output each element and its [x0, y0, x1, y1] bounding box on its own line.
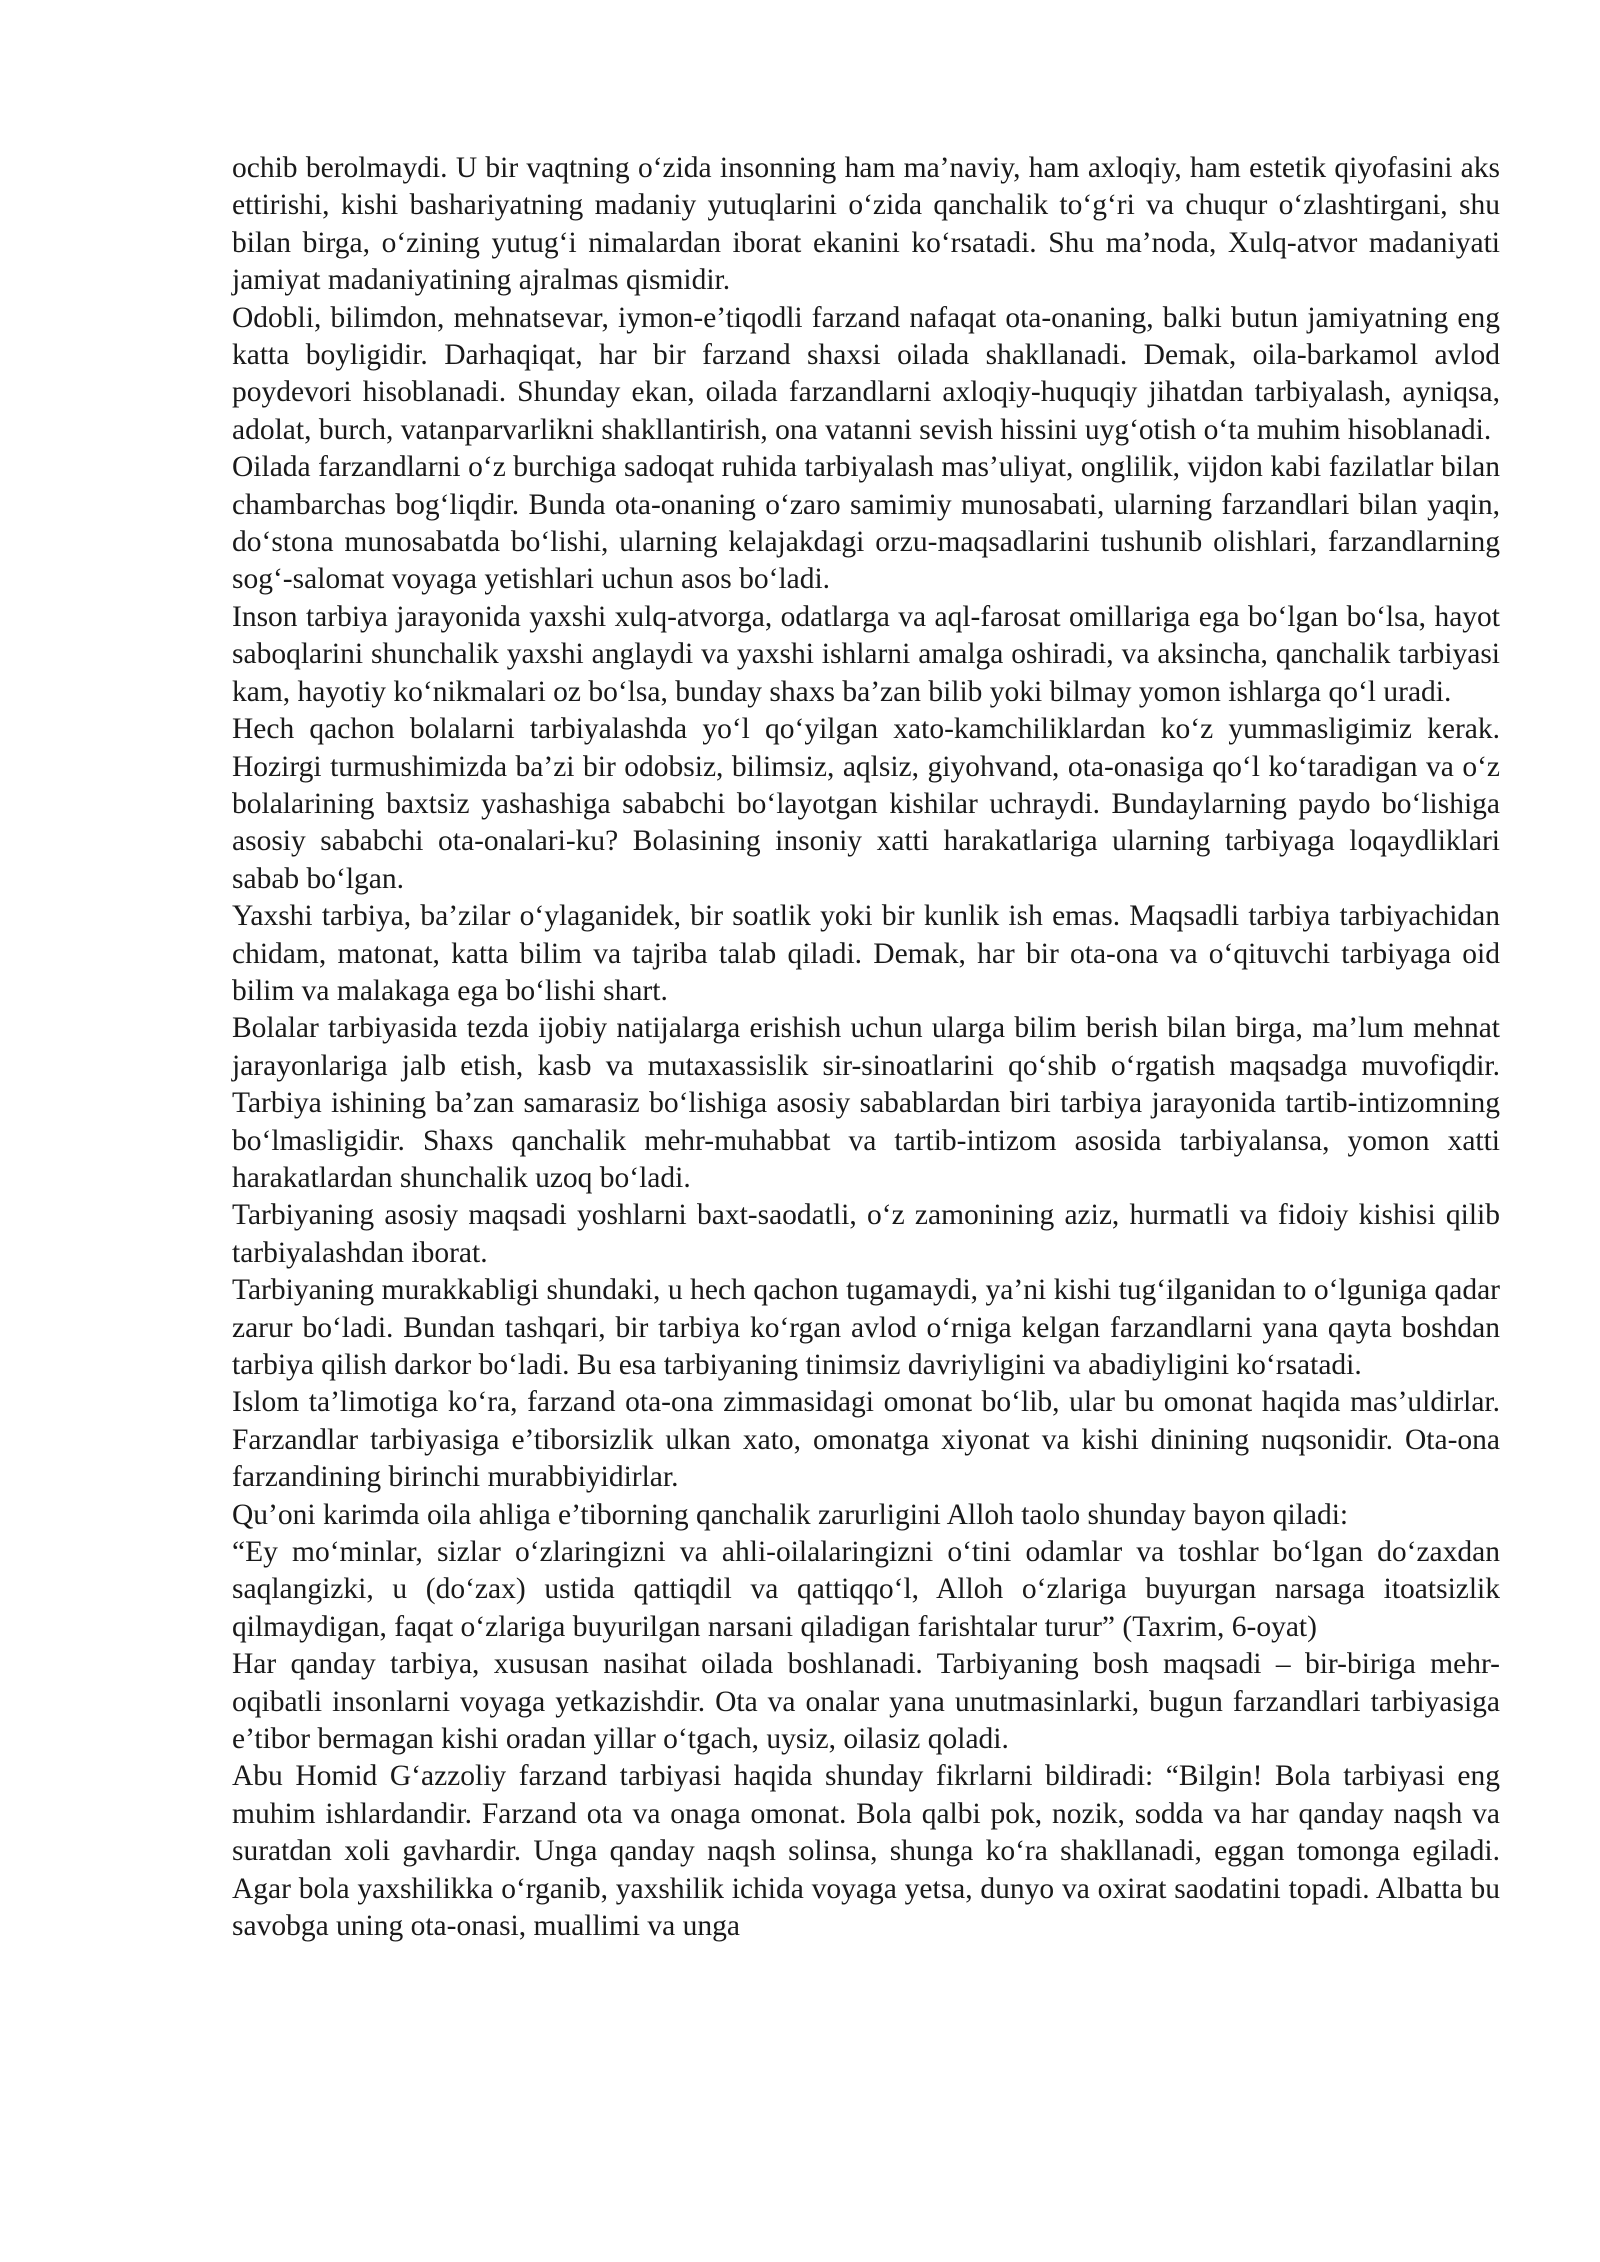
paragraph-11: Qu’oni karimda oila ahliga e’tiborning qanchalik zarurligini Alloh taolo shunday bayon qiladi: [232, 1498, 1349, 1531]
paragraph-13: Har qanday tarbiya, xususan nasihat oilada boshlanadi. Tarbiyaning bosh maqsadi – bir-biriga mehr-oqibatli insonlarni voyaga yetkazishdir. Ota va onalar yana unutmasinlarki, bugun farzandlari tarbiyasiga e’tibor bermagan kishi oradan yillar o‘tgach, uysiz, oilasiz qoladi. [232, 1648, 1500, 1756]
paragraph-9: Tarbiyaning murakkabligi shundaki, u hech qachon tugamaydi, ya’ni kishi tug‘ilganidan to o‘lguniga qadar zarur bo‘ladi. Bundan tashqari, bir tarbiya ko‘rgan avlod o‘rniga kelgan farzandlarni yana qayta boshdan tarbiya qilish darkor bo‘ladi. Bu esa tarbiyaning tinimsiz davriyligini va abadiyligini ko‘rsatadi. [232, 1274, 1500, 1381]
document-page [232, 150, 1500, 1946]
paragraph-8: Tarbiyaning asosiy maqsadi yoshlarni baxt-saodatli, o‘z zamonining aziz, hurmatli va fidoiy kishisi qilib tarbiyalashdan iborat. [232, 1199, 1500, 1269]
paragraph-1: ochib berolmaydi. U bir vaqtning o‘zida insonning ham ma’naviy, ham axloqiy, ham estetik qiyofasini aks ettirishi, kishi bashariyatning madaniy yutuqlarini o‘zida qanchalik to‘g‘ri va chuqur o‘zlashtirgani, shu bilan birga, o‘zining yutug‘i nimalardan iborat ekanini ko‘rsatadi. Shu ma’noda, Xulq-atvor madaniyati jamiyat madaniyatining ajralmas qismidir. [232, 152, 1500, 297]
paragraph-10: Islom ta’limotiga ko‘ra, farzand ota-ona zimmasidagi omonat bo‘lib, ular bu omonat haqida mas’uldirlar. Farzandlar tarbiyasiga e’tiborsizlik ulkan xato, omonatga xiyonat va kishi dinining nuqsonidir. Ota-ona farzandining birinchi murabbiyidirlar. [232, 1386, 1500, 1494]
paragraph-6: Yaxshi tarbiya, ba’zilar o‘ylaganidek, bir soatlik yoki bir kunlik ish emas. Maqsadli tarbiya tarbiyachidan chidam, matonat, katta bilim va tajriba talab qiladi. Demak, har bir ota-ona va o‘qituvchi tarbiyaga oid bilim va malakaga ega bo‘lishi shart. [232, 900, 1500, 1007]
quote-paragraph: “Ey mo‘minlar, sizlar o‘zlaringizni va ahli-oilalaringizni o‘tini odamlar va toshlar bo‘lgan do‘zaxdan saqlangizki, u (do‘zax) ustida qattiqdil va qattiqqo‘l, Alloh o‘zlariga buyurgan narsaga itoatsizlik qilmaydigan, faqat o‘zlariga buyurilgan narsani qiladigan farishtalar turur” (Taxrim, 6-oyat) [232, 1536, 1500, 1643]
paragraph-14: Abu Homid G‘azzoliy farzand tarbiyasi haqida shunday fikrlarni bildiradi: “Bilgin! Bola tarbiyasi eng muhim ishlardandir. Farzand ota va onaga omonat. Bola qalbi pok, nozik, sodda va har qanday naqsh va suratdan xoli gavhardir. Unga qanday naqsh solinsa, shunga ko‘ra shakllanadi, eggan tomonga egiladi. Agar bola yaxshilikka o‘rganib, yaxshilik ichida voyaga yetsa, dunyo va oxirat saodatini topadi. Albatta bu savobga uning ota-onasi, muallimi va unga [232, 1760, 1500, 1943]
paragraph-3: Oilada farzandlarni o‘z burchiga sadoqat ruhida tarbiyalash mas’uliyat, onglilik, vijdon kabi fazilatlar bilan chambarchas bog‘liqdir. Bunda ota-onaning o‘zaro samimiy munosabati, ularning farzandlari bilan yaqin, do‘stona munosabatda bo‘lishi, ularning kelajakdagi orzu-maqsadlarini tushunib olishlari, farzandlarning sog‘-salomat voyaga yetishlari uchun asos bo‘ladi. [232, 451, 1500, 596]
paragraph-7: Bolalar tarbiyasida tezda ijobiy natijalarga erishish uchun ularga bilim berish bilan birga, ma’lum mehnat jarayonlariga jalb etish, kasb va mutaxassislik sir-sinoatlarini qo‘shib o‘rgatish maqsadga muvofiqdir. Tarbiya ishining ba’zan samarasiz bo‘lishiga asosiy sabablardan biri tarbiya jarayonida tartib-intizomning bo‘lmasligidir. Shaxs qanchalik mehr-muhabbat va tartib-intizom asosida tarbiyalansa, yomon xatti harakatlardan shunchalik uzoq bo‘ladi. [232, 1012, 1500, 1194]
paragraph-2: Odobli, bilimdon, mehnatsevar, iymon-e’tiqodli farzand nafaqat ota-onaning, balki butun jamiyatning eng katta boyligidir. Darhaqiqat, har bir farzand shaxsi oilada shakllanadi. Demak, oila-barkamol avlod poydevori hisoblanadi. Shunday ekan, oilada farzandlarni axloqiy-huquqiy jihatdan tarbiyalash, ayniqsa, adolat, burch, vatanparvarlikni shakllantirish, ona vatanni sevish hissini uyg‘otish o‘ta muhim hisoblanadi. [232, 301, 1500, 446]
paragraph-4: Inson tarbiya jarayonida yaxshi xulq-atvorga, odatlarga va aql-farosat omillariga ega bo‘lgan bo‘lsa, hayot saboqlarini shunchalik yaxshi anglaydi va yaxshi ishlarni amalga oshiradi, va aksincha, qanchalik tarbiyasi kam, hayotiy ko‘nikmalari oz bo‘lsa, bunday shaxs ba’zan bilib yoki bilmay yomon ishlarga qo‘l uradi. [232, 600, 1500, 708]
paragraph-5: Hech qachon bolalarni tarbiyalashda yo‘l qo‘yilgan xato-kamchiliklardan ko‘z yummasligimiz kerak. Hozirgi turmushimizda ba’zi bir odobsiz, bilimsiz, aqlsiz, giyohvand, ota-onasiga qo‘l ko‘taradigan va o‘z bolalarining baxtsiz yashashiga sababchi bo‘layotgan kishilar uchraydi. Bundaylarning paydo bo‘lishiga asosiy sababchi ota-onalari-ku? Bolasining insoniy xatti harakatlariga ularning tarbiyaga loqaydliklari sabab bo‘lgan. [232, 713, 1500, 895]
